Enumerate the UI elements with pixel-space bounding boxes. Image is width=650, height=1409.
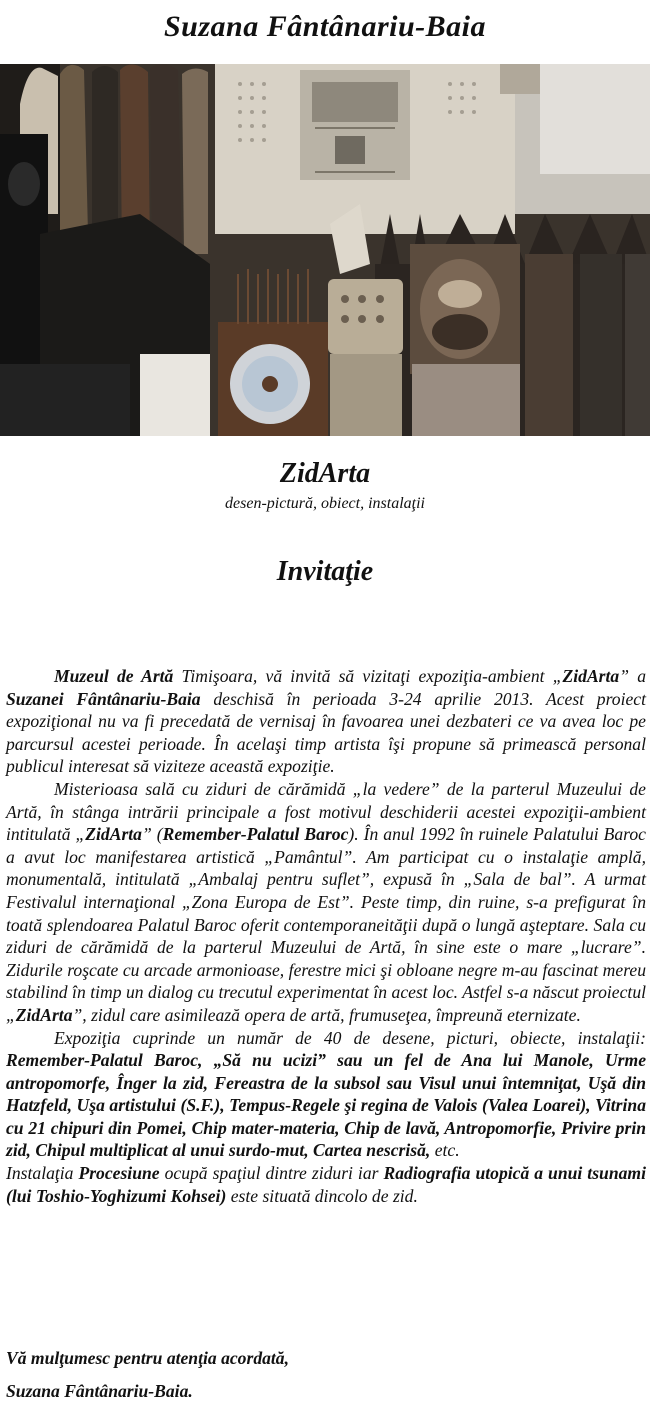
paragraph-2: [6, 778, 646, 1027]
paragraph-1: [6, 665, 646, 778]
invitation-body: [6, 665, 646, 1207]
closing-thanks: Vă mulţumesc pentru atenţia acordată,: [6, 1348, 289, 1368]
paragraph-4-text: Instalaţia: [6, 1163, 79, 1184]
exhibition-title: ZidArta: [279, 458, 371, 489]
artist-name-title: Suzana Fântânariu-Baia: [164, 10, 486, 43]
exhibition-subtitle: desen-pictură, obiect, instalaţii: [225, 495, 425, 512]
exhibition-name-ref: ZidArta: [15, 1004, 73, 1025]
installation-name: Radiografia utopică a unui tsunami (lui Toshio-Yoghizumi Kohsei): [6, 1163, 646, 1206]
remember-title-ref: Remember-Palatul Baroc: [162, 824, 349, 845]
paragraph-2-text: Misterioasa sală cu ziduri de cărămidă „la vedere” de la parterul Muzeului de Artă, în stânga intrării principale a fost motivul deschiderii acestei expoziţii-ambient intitulată „: [6, 778, 646, 845]
museum-name: Muzeul de Artă: [54, 666, 174, 686]
paragraph-4-text: ocupă spaţiul dintre ziduri iar: [159, 1163, 384, 1184]
artworks-list: Remember-Palatul Baroc, „Să nu ucizi” sau un fel de Ana lui Manole, Urme antropomorfe, Înger la zid, Fereastra de la subsol sau Visul unui întemniţat, Uşă din Hatzfeld, Uşa artistului (S.F.), Tempus-Regele şi regina de Valois (Valea Loarei), Vitrina cu 21 chipuri din Pomei, Chip mater-materia, Chip de lavă, Antropomorfie, Privire prin zid, Chipul multiplicat al unui surdo-mut, Cartea nescrisă,: [6, 1050, 646, 1161]
paragraph-1-text: ” a: [619, 666, 646, 686]
exhibition-name-ref: ZidArta: [85, 824, 142, 845]
paragraph-2-text: ”, zidul care asimilează opera de artă, frumuseţea, împreună eternizate.: [72, 1004, 581, 1025]
signature: Suzana Fântânariu-Baia.: [6, 1381, 193, 1401]
exhibition-name-ref: ZidArta: [562, 666, 620, 686]
artwork-photo: [0, 64, 650, 436]
paragraph-2-text: ” (: [141, 824, 163, 845]
paragraph-1-text: Timişoara, vă invită să vizitaţi expoziţia-ambient „: [173, 666, 563, 686]
paragraph-2-text: ). În anul 1992 în ruinele Palatului Baroc a avut loc manifestarea artistică „Pamântul”. Am participat cu o instalaţie amplă, monumentală, intitulată „Ambalaj pentru suflet”, expusă în „Sala de bal”. A urmat Festivalul internaţional „Zona Europa de Est”. Peste timp, din ruine, s-a prefigurat în toată splendoarea Palatul Baroc oferit contemporaneităţii după o lungă aşteptare. Sala cu ziduri de cărămidă de la parterul Muzeului de Artă, în sine este o mare „lucrare”. Zidurile roşcate cu arcade armonioase, ferestre mici şi obloane negre m-au fascinat mereu stabilind în timp un dialog cu trecutul experimentat în acest loc. Astfel s-a născut proiectul „: [6, 824, 646, 1025]
artist-name-ref: Suzanei Fântânariu-Baia: [6, 688, 201, 709]
paragraph-3-text: etc.: [430, 1140, 460, 1161]
paragraph-3: [6, 1027, 646, 1163]
paragraph-4: [6, 1162, 646, 1207]
invitation-heading: Invitaţie: [276, 556, 374, 587]
paragraph-3-text: Expoziţia cuprinde un număr de 40 de desene, picturi, obiecte, instalaţii:: [54, 1027, 646, 1048]
paragraph-1-text: deschisă în perioada 3-24 aprilie 2013. Acest proiect expoziţional nu va fi precedată de vernisaj în favoarea unei dezbateri ce va avea loc pe parcursul acestei perioade. În acelaşi timp artista îşi propune să primească personal publicul interesat să viziteze această expoziţie.: [6, 688, 646, 777]
paragraph-4-text: este situată dincolo de zid.: [226, 1185, 418, 1206]
installation-name: Procesiune: [78, 1163, 160, 1184]
